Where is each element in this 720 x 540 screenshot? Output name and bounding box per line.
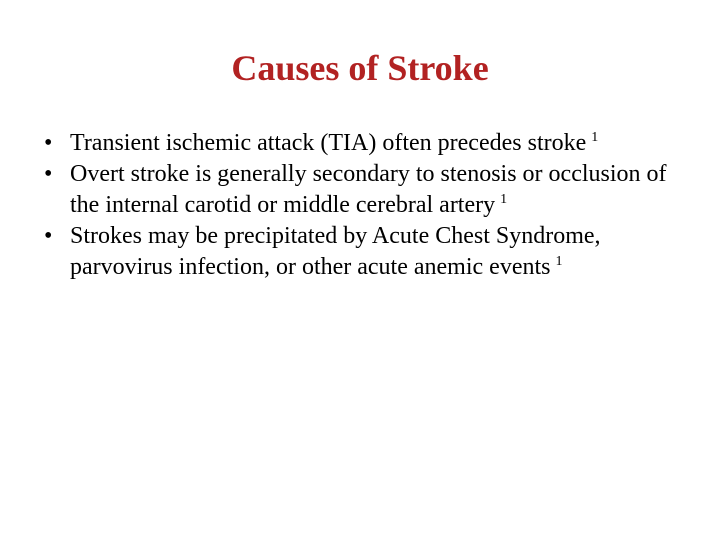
bullet-text: Transient ischemic attack (TIA) often precedes stroke [70,130,587,156]
citation-superscript: 1 [555,254,563,269]
bullet-icon: • [44,161,53,187]
bullet-item-3 [44,221,684,283]
bullet-icon: • [44,223,53,249]
bullet-text: Overt stroke is generally secondary to stenosis or occlusion of the internal carotid or middle cerebral artery [70,161,667,218]
bullet-list [44,128,684,283]
bullet-item-2 [44,159,684,221]
citation-superscript: 1 [591,130,599,145]
slide-title: Causes of Stroke [231,48,489,88]
bullet-icon: • [44,130,53,156]
bullet-item-1 [44,128,684,159]
bullet-text: Strokes may be precipitated by Acute Chest Syndrome, parvovirus infection, or other acute anemic events [70,223,601,280]
citation-superscript: 1 [500,192,508,207]
